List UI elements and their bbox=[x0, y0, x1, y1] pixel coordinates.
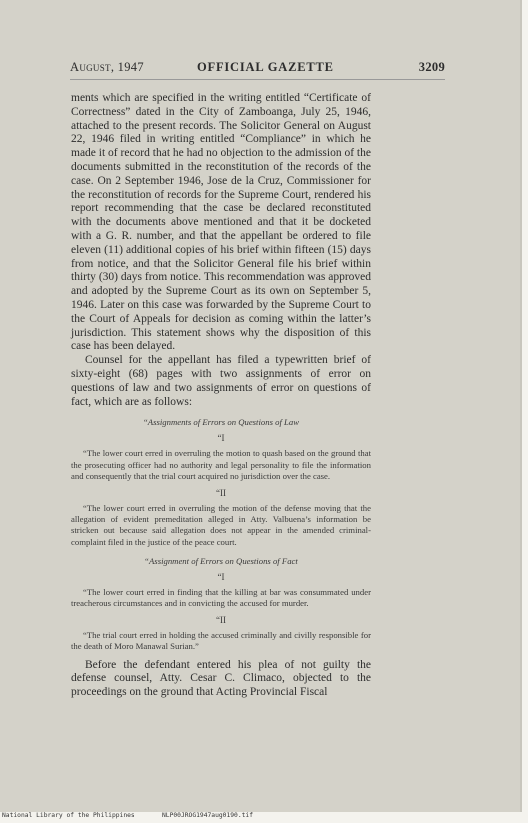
paragraph-3: Before the defendant entered his plea of not guilty the defense counsel, Atty. Cesar C. Climaco, objected to the proceedings on the ground that Acting Provincial Fiscal bbox=[71, 658, 371, 699]
footer-filename: NLP00JROG1947aug0190.tif bbox=[162, 812, 253, 819]
header-rule bbox=[70, 79, 445, 80]
fact-numeral-2: “II bbox=[216, 615, 226, 626]
page-body bbox=[71, 92, 371, 700]
fact-assignment-2: “The trial court erred in holding the accused criminally and civilly responsible for the death of Moro Manawal Surian.” bbox=[71, 630, 371, 652]
heading-questions-of-fact: “Assignment of Errors on Questions of Fact bbox=[144, 555, 298, 566]
header-publication: OFFICIAL GAZETTE bbox=[197, 60, 334, 74]
header-date: August, 1947 bbox=[70, 60, 144, 74]
paragraph-1: ments which are specified in the writing entitled “Certificate of Correctness” dated in the City of Zamboanga, July 25, 1946, attached to the present records. The Solicitor General on August 22, 1946 filed in writing entitled “Compliance” in which he made it of record that he had no objection to the admission of the documents submitted in the reconstitution of the records of the case. On 2 September 1946, Jose de la Cruz, Commissioner for the reconstitution of records for the Supreme Court, rendered his report recommending that the case be declared reconstituted with the documents above mentioned and that it be docketed with a G. R. number, and that the appellant be ordered to file eleven (11) additional copies of his brief within fifteen (15) days from notice, and that the Solicitor General file his brief within thirty (30) days from notice. This recommendation was approved and adopted by the Supreme Court as its own on September 5, 1946. Later on this case was forwarded by the Supreme Court to the Court of Appeals for decision as coming within the latter’s jurisdiction. This statement shows why the disposition of this case has been delayed. bbox=[71, 92, 371, 353]
paragraph-2: Counsel for the appellant has filed a typewritten brief of sixty-eight (68) pages with two assignments of error on questions of law and two assignments of error on questions of fact, which are as follows: bbox=[71, 354, 371, 408]
header-page-number: 3209 bbox=[418, 60, 445, 74]
law-assignment-2: “The lower court erred in overruling the motion of the defense moving that the allegation of evident premeditation alleged in Atty. Valbuena’s information be stricken out because said allegation does not appear in the amended criminal-complaint filed in the justice of the peace court. bbox=[71, 502, 371, 547]
heading-questions-of-law: “Assignments of Errors on Questions of Law bbox=[142, 417, 300, 428]
footer-library: National Library of the Philippines bbox=[2, 812, 135, 819]
page-header bbox=[70, 60, 445, 78]
law-numeral-2: “II bbox=[216, 487, 226, 498]
law-numeral-1: “I bbox=[217, 433, 225, 444]
law-assignment-1: “The lower court erred in overruling the motion to quash based on the ground that the prosecuting officer had no authority and legal personality to file the information and consequently that the trial court acquired no jurisdiction over the case. bbox=[71, 448, 371, 481]
fact-assignment-1: “The lower court erred in finding that the killing at bar was consummated under treacherous circumstances and in convicting the accused for murder. bbox=[71, 586, 371, 608]
fact-numeral-1: “I bbox=[217, 571, 225, 582]
